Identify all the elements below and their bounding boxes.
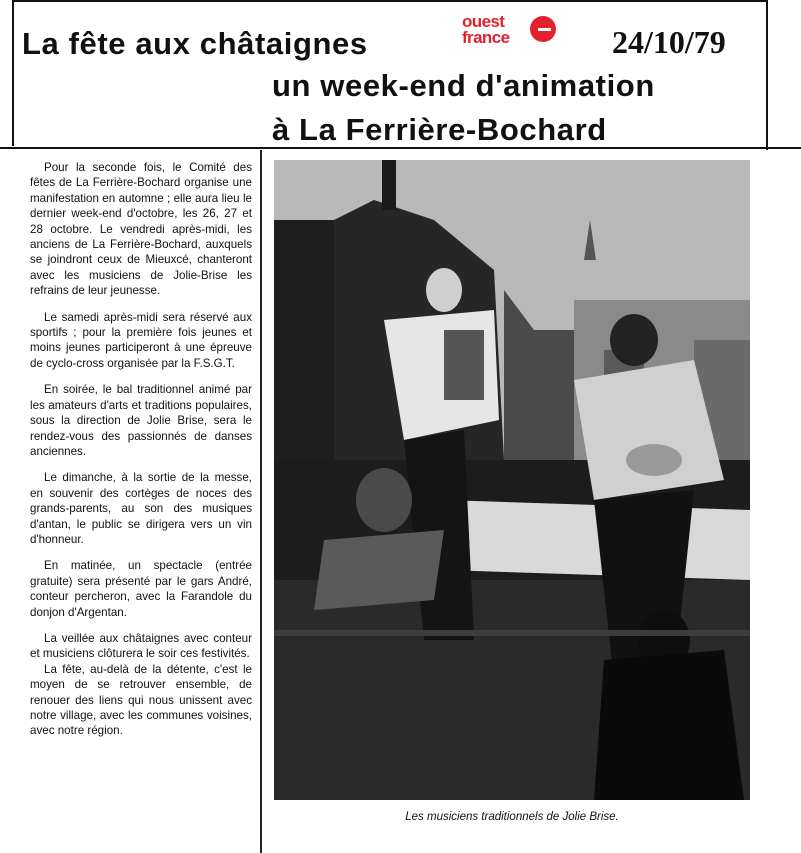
logo-word-france: france [462, 28, 510, 47]
article-paragraph: En matinée, un spectacle (entrée gratuite) sera présenté par le gars André, conteur percheron, avec la Farandole du donjon d'Argentan. [30, 559, 252, 619]
headline-line-3: à La Ferrière-Bochard [272, 112, 607, 147]
article-body [30, 160, 252, 750]
article-paragraph: La fête, au-delà de la détente, c'est le moyen de se retrouver ensemble, de renouer des liens qui nous unissent avec notre village, avec les communes voisines, avec notre région. [30, 662, 252, 738]
publication-date: 24/10/79 [612, 24, 726, 60]
logo-word-ouest: ouest [462, 12, 505, 31]
article-paragraph: Pour la seconde fois, le Comité des fêtes de La Ferrière-Bochard organise une manifestation en automne ; elle aura lieu le dernier week-end d'octobre, les 26, 27 et 28 octobre. Le vendredi après-midi, les anciens de La Ferrière-Bochard, auxquels se joindront ceux de Mieuxcé, chanteront avec les musiciens de Jolie-Brise les refrains de leur jeunesse. [30, 161, 252, 298]
column-divider [260, 150, 262, 853]
headline-line-1: La fête aux châtaignes [22, 26, 368, 61]
header-border-right [766, 0, 768, 150]
photo-caption: Les musiciens traditionnels de Jolie Brise. [405, 811, 619, 823]
article-paragraph: La veillée aux châtaignes avec conteur et musiciens clôturera le soir ces festivités. [30, 631, 252, 661]
musicians-photo [274, 160, 750, 800]
logo-circle-icon [530, 16, 556, 42]
logo-wordmark [462, 14, 509, 46]
headline-line-2: un week-end d'animation [272, 68, 655, 103]
article-paragraph: Le samedi après-midi sera réservé aux sportifs ; pour la première fois jeunes et moins jeunes participeront à une épreuve de cyclo-cross organisée par la F.S.G.T. [30, 310, 252, 370]
article-paragraph: Le dimanche, à la sortie de la messe, en souvenir des cortèges de noces des grands-parents, au son des musiques d'antan, le public se dirigera vers un vin d'honneur. [30, 471, 252, 546]
header-border-left [12, 0, 14, 146]
ouest-france-logo [462, 14, 557, 50]
musicians-photo-illustration [274, 160, 750, 800]
article-paragraph: En soirée, le bal traditionnel animé par les amateurs d'arts et traditions populaires, sous la direction de Jolie Brise, sera le rendez-vous des passionnés de danses anciennes. [30, 383, 252, 458]
header-border-top [12, 0, 768, 2]
